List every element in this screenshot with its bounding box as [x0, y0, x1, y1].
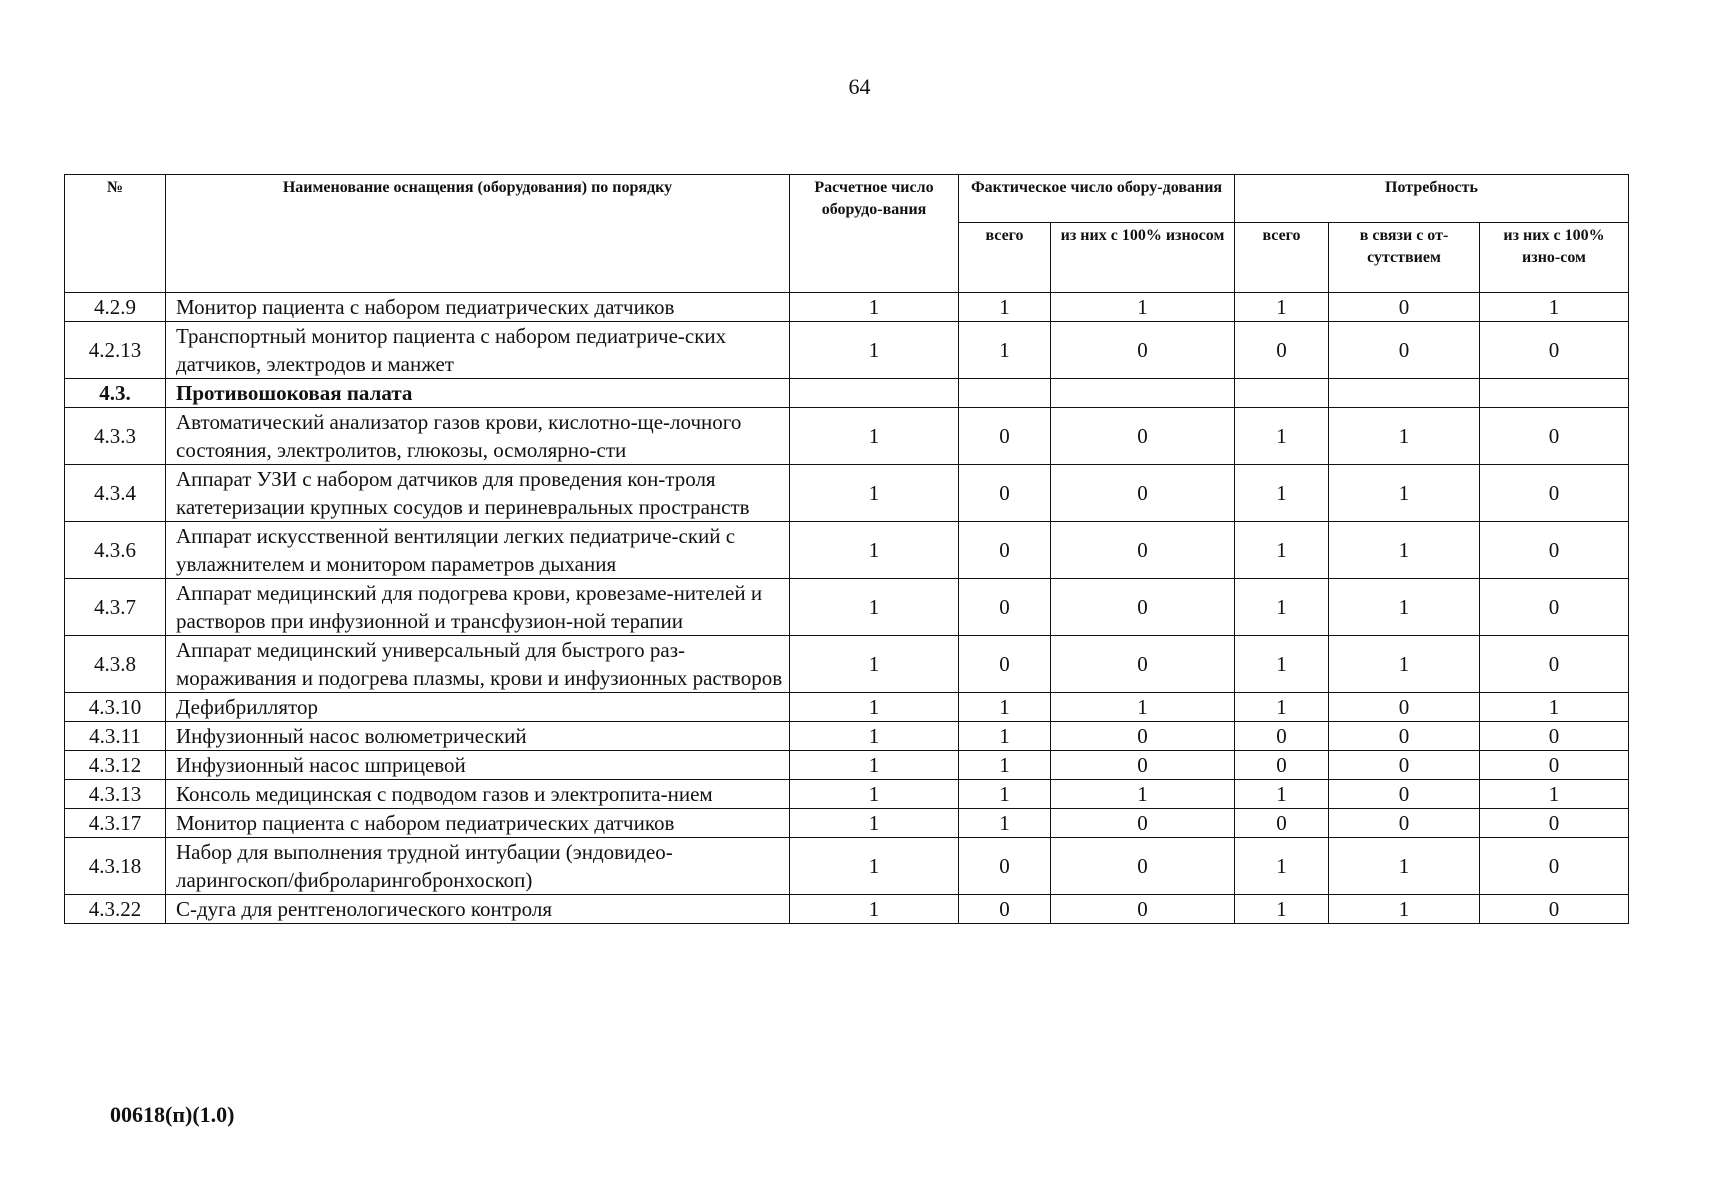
need-total-cell: 0 [1235, 809, 1329, 838]
calculated-count-cell: 1 [790, 895, 959, 924]
need-total-cell: 0 [1235, 322, 1329, 379]
row-number: 4.3.17 [65, 809, 166, 838]
need-total-cell: 0 [1235, 751, 1329, 780]
need-worn-cell: 0 [1480, 809, 1629, 838]
actual-worn-cell: 1 [1051, 293, 1235, 322]
calculated-count-cell [790, 379, 959, 408]
need-worn-cell: 0 [1480, 722, 1629, 751]
table-row [65, 722, 1629, 751]
row-number: 4.3.12 [65, 751, 166, 780]
need-absence-cell: 0 [1329, 322, 1480, 379]
need-total-cell: 1 [1235, 293, 1329, 322]
actual-worn-cell: 0 [1051, 895, 1235, 924]
need-total-cell: 1 [1235, 408, 1329, 465]
header-calculated: Расчетное число оборудо-вания [790, 175, 959, 293]
need-absence-cell: 0 [1329, 293, 1480, 322]
row-number: 4.3.7 [65, 579, 166, 636]
actual-worn-cell: 0 [1051, 636, 1235, 693]
header-actual-worn: из них с 100% износом [1051, 223, 1235, 293]
table-row [65, 895, 1629, 924]
row-number: 4.3.4 [65, 465, 166, 522]
row-number: 4.3.10 [65, 693, 166, 722]
section-row [65, 379, 1629, 408]
equipment-name: Транспортный монитор пациента с набором педиатриче-ских датчиков, электродов и манжет [166, 322, 790, 379]
table-row [65, 322, 1629, 379]
need-worn-cell: 1 [1480, 293, 1629, 322]
equipment-name: Инфузионный насос шприцевой [166, 751, 790, 780]
calculated-count-cell: 1 [790, 636, 959, 693]
equipment-name: Набор для выполнения трудной интубации (эндовидео-ларингоскоп/фиброларингобронхоскоп) [166, 838, 790, 895]
actual-worn-cell: 0 [1051, 322, 1235, 379]
actual-worn-cell: 0 [1051, 751, 1235, 780]
actual-total-cell: 1 [959, 693, 1051, 722]
actual-total-cell: 1 [959, 809, 1051, 838]
actual-worn-cell: 0 [1051, 809, 1235, 838]
need-absence-cell: 0 [1329, 751, 1480, 780]
header-actual-total: всего [959, 223, 1051, 293]
need-total-cell: 1 [1235, 522, 1329, 579]
actual-total-cell [959, 379, 1051, 408]
calculated-count-cell: 1 [790, 408, 959, 465]
actual-worn-cell [1051, 379, 1235, 408]
table-row [65, 693, 1629, 722]
calculated-count-cell: 1 [790, 838, 959, 895]
calculated-count-cell: 1 [790, 780, 959, 809]
equipment-name: Аппарат УЗИ с набором датчиков для проведения кон-троля катетеризации крупных сосудов и периневральных пространств [166, 465, 790, 522]
header-number: № [65, 175, 166, 293]
actual-worn-cell: 0 [1051, 522, 1235, 579]
table-row [65, 751, 1629, 780]
need-absence-cell: 1 [1329, 579, 1480, 636]
need-absence-cell: 0 [1329, 809, 1480, 838]
actual-worn-cell: 1 [1051, 780, 1235, 809]
page-number: 64 [848, 74, 871, 99]
header-need-absence: в связи с от-сутствием [1329, 223, 1480, 293]
need-absence-cell: 0 [1329, 780, 1480, 809]
row-number: 4.3. [65, 379, 166, 408]
row-number: 4.3.11 [65, 722, 166, 751]
table-row [65, 636, 1629, 693]
need-worn-cell: 0 [1480, 895, 1629, 924]
actual-total-cell: 1 [959, 322, 1051, 379]
calculated-count-cell: 1 [790, 722, 959, 751]
actual-total-cell: 0 [959, 579, 1051, 636]
actual-worn-cell: 0 [1051, 408, 1235, 465]
table-body [65, 293, 1629, 924]
equipment-name: Консоль медицинская с подводом газов и электропита-нием [166, 780, 790, 809]
need-worn-cell: 1 [1480, 693, 1629, 722]
table-row [65, 579, 1629, 636]
need-worn-cell: 0 [1480, 579, 1629, 636]
need-total-cell: 1 [1235, 780, 1329, 809]
equipment-name: Аппарат медицинский универсальный для быстрого раз-мораживания и подогрева плазмы, крови и инфузионных растворов [166, 636, 790, 693]
need-absence-cell: 1 [1329, 895, 1480, 924]
calculated-count-cell: 1 [790, 465, 959, 522]
need-total-cell: 1 [1235, 465, 1329, 522]
actual-total-cell: 0 [959, 636, 1051, 693]
header-need-total: всего [1235, 223, 1329, 293]
calculated-count-cell: 1 [790, 693, 959, 722]
calculated-count-cell: 1 [790, 522, 959, 579]
actual-total-cell: 1 [959, 722, 1051, 751]
need-worn-cell: 0 [1480, 636, 1629, 693]
need-total-cell: 1 [1235, 579, 1329, 636]
actual-total-cell: 1 [959, 780, 1051, 809]
need-absence-cell: 1 [1329, 522, 1480, 579]
row-number: 4.3.8 [65, 636, 166, 693]
equipment-name: Дефибриллятор [166, 693, 790, 722]
actual-total-cell: 1 [959, 293, 1051, 322]
calculated-count-cell: 1 [790, 809, 959, 838]
actual-worn-cell: 1 [1051, 693, 1235, 722]
actual-worn-cell: 0 [1051, 579, 1235, 636]
need-absence-cell [1329, 379, 1480, 408]
row-number: 4.2.13 [65, 322, 166, 379]
actual-total-cell: 0 [959, 408, 1051, 465]
equipment-name: Монитор пациента с набором педиатрических датчиков [166, 809, 790, 838]
need-worn-cell: 0 [1480, 408, 1629, 465]
need-worn-cell: 1 [1480, 780, 1629, 809]
table-row [65, 465, 1629, 522]
header-actual: Фактическое число обору-дования [959, 175, 1235, 223]
header-need: Потребность [1235, 175, 1629, 223]
need-total-cell: 1 [1235, 838, 1329, 895]
actual-total-cell: 0 [959, 838, 1051, 895]
need-absence-cell: 0 [1329, 693, 1480, 722]
need-worn-cell: 0 [1480, 322, 1629, 379]
equipment-name: Инфузионный насос волюметрический [166, 722, 790, 751]
row-number: 4.2.9 [65, 293, 166, 322]
equipment-name: Аппарат медицинский для подогрева крови, кровезаме-нителей и растворов при инфузионной и трансфузион-ной терапии [166, 579, 790, 636]
header-need-worn: из них с 100% изно-сом [1480, 223, 1629, 293]
need-absence-cell: 1 [1329, 636, 1480, 693]
equipment-name: Противошоковая палата [166, 379, 790, 408]
need-worn-cell: 0 [1480, 751, 1629, 780]
calculated-count-cell: 1 [790, 751, 959, 780]
actual-total-cell: 0 [959, 465, 1051, 522]
need-worn-cell [1480, 379, 1629, 408]
row-number: 4.3.6 [65, 522, 166, 579]
need-total-cell: 1 [1235, 636, 1329, 693]
actual-worn-cell: 0 [1051, 465, 1235, 522]
actual-worn-cell: 0 [1051, 838, 1235, 895]
need-absence-cell: 1 [1329, 408, 1480, 465]
need-total-cell [1235, 379, 1329, 408]
row-number: 4.3.13 [65, 780, 166, 809]
need-total-cell: 0 [1235, 722, 1329, 751]
need-total-cell: 1 [1235, 693, 1329, 722]
need-absence-cell: 0 [1329, 722, 1480, 751]
equipment-name: Автоматический анализатор газов крови, кислотно-ще-лочного состояния, электролитов, глюкозы, осмолярно-сти [166, 408, 790, 465]
need-absence-cell: 1 [1329, 838, 1480, 895]
row-number: 4.3.3 [65, 408, 166, 465]
actual-total-cell: 1 [959, 751, 1051, 780]
need-worn-cell: 0 [1480, 838, 1629, 895]
need-absence-cell: 1 [1329, 465, 1480, 522]
equipment-name: С-дуга для рентгенологического контроля [166, 895, 790, 924]
equipment-name: Монитор пациента с набором педиатрических датчиков [166, 293, 790, 322]
document-code: 00618(п)(1.0) [110, 1102, 235, 1127]
header-name: Наименование оснащения (оборудования) по порядку [166, 175, 790, 293]
need-worn-cell: 0 [1480, 522, 1629, 579]
row-number: 4.3.22 [65, 895, 166, 924]
need-total-cell: 1 [1235, 895, 1329, 924]
calculated-count-cell: 1 [790, 322, 959, 379]
calculated-count-cell: 1 [790, 579, 959, 636]
table-row [65, 838, 1629, 895]
equipment-table [64, 174, 1629, 924]
table-row [65, 809, 1629, 838]
need-worn-cell: 0 [1480, 465, 1629, 522]
calculated-count-cell: 1 [790, 293, 959, 322]
actual-total-cell: 0 [959, 522, 1051, 579]
actual-worn-cell: 0 [1051, 722, 1235, 751]
table-row [65, 780, 1629, 809]
equipment-name: Аппарат искусственной вентиляции легких педиатриче-ский с увлажнителем и монитором параметров дыхания [166, 522, 790, 579]
table-row [65, 522, 1629, 579]
row-number: 4.3.18 [65, 838, 166, 895]
actual-total-cell: 0 [959, 895, 1051, 924]
table-row [65, 293, 1629, 322]
table-row [65, 408, 1629, 465]
